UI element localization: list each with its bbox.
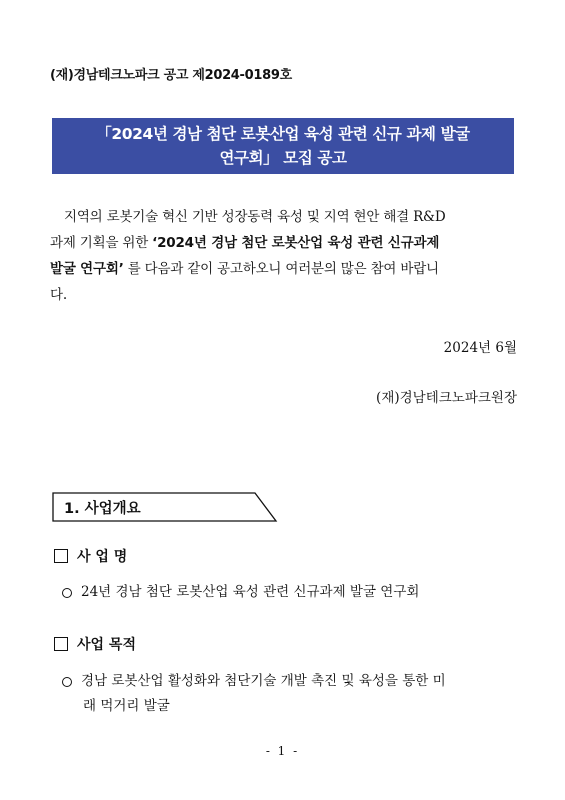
intro-bold-title-part-1: ‘2024년 경남 첨단 로봇산업 육성 관련 신규과제 xyxy=(152,235,440,251)
checkbox-square-icon xyxy=(54,549,68,563)
business-name-heading xyxy=(54,546,127,566)
intro-bold-title-part-2: 발굴 연구회’ xyxy=(50,261,124,277)
intro-line-4: 다. xyxy=(50,287,67,303)
business-purpose-text xyxy=(81,669,446,719)
business-purpose-heading-text: 사업 목적 xyxy=(77,637,136,653)
intro-paragraph xyxy=(50,204,520,308)
page-number: - 1 - xyxy=(265,744,300,758)
issuer-name: (재)경남테크노파크원장 xyxy=(376,390,517,406)
business-purpose-heading xyxy=(54,634,136,654)
section-title: 1. 사업개요 xyxy=(64,501,141,517)
business-purpose-item xyxy=(62,669,446,719)
circle-bullet-icon xyxy=(62,588,72,598)
title-line-1: 「2024년 경남 첨단 로봇산업 육성 관련 신규 과제 발굴 xyxy=(96,125,470,143)
intro-line-2-text: 과제 기획을 위한 xyxy=(50,235,153,251)
section-header-overview xyxy=(52,492,276,522)
business-name-heading-text: 사 업 명 xyxy=(77,549,128,565)
title-line-2: 연구회」 모집 공고 xyxy=(219,149,347,167)
business-purpose-line-1: 경남 로봇산업 활성화와 첨단기술 개발 촉진 및 육성을 통한 미 xyxy=(81,673,446,689)
intro-line-1: 지역의 로봇기술 혁신 기반 성장동력 육성 및 지역 현안 해결 R&D xyxy=(64,209,446,225)
intro-line-2 xyxy=(50,230,520,256)
intro-line-3 xyxy=(50,256,520,282)
checkbox-square-icon xyxy=(54,637,68,651)
announcement-date: 2024년 6월 xyxy=(443,340,517,356)
announcement-title-banner xyxy=(52,118,514,174)
business-name-item xyxy=(62,580,419,605)
intro-line-3-text: 를 다음과 같이 공고하오니 여러분의 많은 참여 바랍니 xyxy=(123,261,439,277)
document-number: (재)경남테크노파크 공고 제2024-0189호 xyxy=(50,68,292,83)
business-purpose-line-2: 래 먹거리 발굴 xyxy=(83,698,170,714)
business-name-text: 24년 경남 첨단 로봇산업 육성 관련 신규과제 발굴 연구회 xyxy=(81,584,420,600)
circle-bullet-icon xyxy=(62,677,72,687)
